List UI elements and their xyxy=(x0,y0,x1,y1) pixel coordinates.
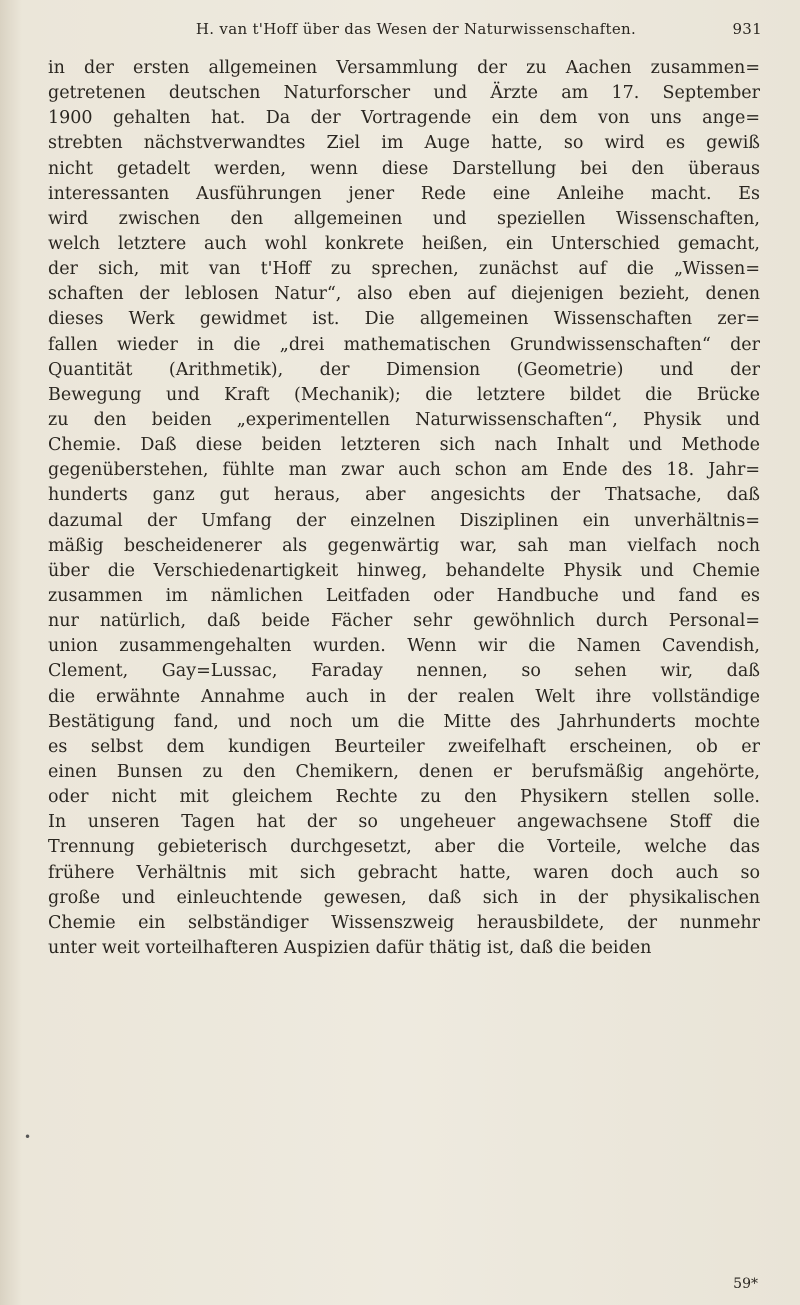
text-line: hunderts ganz gut heraus, aber angesichts der Thatsache, daß xyxy=(48,485,760,506)
text-line: nur natürlich, daß beide Fächer sehr gewöhnlich durch Personal= xyxy=(48,611,760,632)
text-line: oder nicht mit gleichem Rechte zu den Physikern stellen solle. xyxy=(48,787,760,808)
text-line: strebten nächstverwandtes Ziel im Auge hatte, so wird es gewiß xyxy=(48,133,760,154)
text-line: nicht getadelt werden, wenn diese Darstellung bei den überaus xyxy=(48,158,760,179)
text-line: interessanten Ausführungen jener Rede eine Anleihe macht. Es xyxy=(48,183,760,204)
text-line: einen Bunsen zu den Chemikern, denen er berufsmäßig angehörte, xyxy=(48,761,760,782)
text-line: getretenen deutschen Naturforscher und Ärzte am 17. September xyxy=(48,83,760,104)
text-line: schaften der leblosen Natur“, also eben auf diejenigen bezieht, denen xyxy=(48,284,760,305)
text-line: es selbst dem kundigen Beurteiler zweifelhaft erscheinen, ob er xyxy=(48,736,760,757)
margin-dot: • xyxy=(24,1130,32,1144)
text-line: große und einleuchtende gewesen, daß sich in der physikalischen xyxy=(48,887,760,908)
text-line: zusammen im nämlichen Leitfaden oder Handbuche und fand es xyxy=(48,585,760,606)
text-line: der sich, mit van t'Hoff zu sprechen, zunächst auf die „Wissen= xyxy=(48,259,760,280)
text-line: In unseren Tagen hat der so ungeheuer angewachsene Stoff die xyxy=(48,812,760,833)
text-line: zu den beiden „experimentellen Naturwissenschaften“, Physik und xyxy=(48,409,760,430)
text-line: Trennung gebieterisch durchgesetzt, aber die Vorteile, welche das xyxy=(48,837,760,858)
text-line: in der ersten allgemeinen Versammlung der zu Aachen zusammen= xyxy=(48,58,760,78)
text-line: dazumal der Umfang der einzelnen Disziplinen ein unverhältnis= xyxy=(48,510,760,531)
text-line: frühere Verhältnis mit sich gebracht hatte, waren doch auch so xyxy=(48,862,760,883)
text-line: union zusammengehalten wurden. Wenn wir die Namen Cavendish, xyxy=(48,636,760,657)
text-line: gegenüberstehen, fühlte man zwar auch schon am Ende des 18. Jahr= xyxy=(48,460,760,481)
text-line: Chemie ein selbständiger Wissenszweig herausbildete, der nunmehr xyxy=(48,912,760,933)
text-line: unter weit vorteilhafteren Auspizien dafür thätig ist, daß die beiden xyxy=(48,937,652,958)
text-line: dieses Werk gewidmet ist. Die allgemeinen Wissenschaften zer= xyxy=(48,309,760,330)
text-line: Clement, Gay=Lussac, Faraday nennen, so sehen wir, daß xyxy=(48,661,760,682)
text-line: über die Verschiedenartigkeit hinweg, behandelte Physik und Chemie xyxy=(48,560,760,581)
text-line: mäßig bescheidenerer als gegenwärtig war, sah man vielfach noch xyxy=(48,535,760,556)
page-header xyxy=(110,20,762,38)
text-line: Bestätigung fand, und noch um die Mitte des Jahrhunderts mochte xyxy=(48,711,760,732)
text-line: Bewegung und Kraft (Mechanik); die letztere bildet die Brücke xyxy=(48,384,760,405)
body-text xyxy=(48,56,760,961)
signature-mark: 59* xyxy=(733,1276,758,1292)
page-number: 931 xyxy=(732,20,762,38)
text-line: die erwähnte Annahme auch in der realen Welt ihre vollständige xyxy=(48,686,760,707)
text-line: Chemie. Daß diese beiden letzteren sich nach Inhalt und Methode xyxy=(48,435,760,456)
running-title: H. van t'Hoff über das Wesen der Naturwissenschaften. xyxy=(195,20,637,38)
text-line: wird zwischen den allgemeinen und speziellen Wissenschaften, xyxy=(48,208,760,229)
text-line: 1900 gehalten hat. Da der Vortragende ein dem von uns ange= xyxy=(48,108,760,129)
text-line: Quantität (Arithmetik), der Dimension (Geometrie) und der xyxy=(48,359,760,380)
text-line: welch letztere auch wohl konkrete heißen, ein Unterschied gemacht, xyxy=(48,233,760,254)
text-line: fallen wieder in die „drei mathematischen Grundwissenschaften“ der xyxy=(48,334,760,355)
